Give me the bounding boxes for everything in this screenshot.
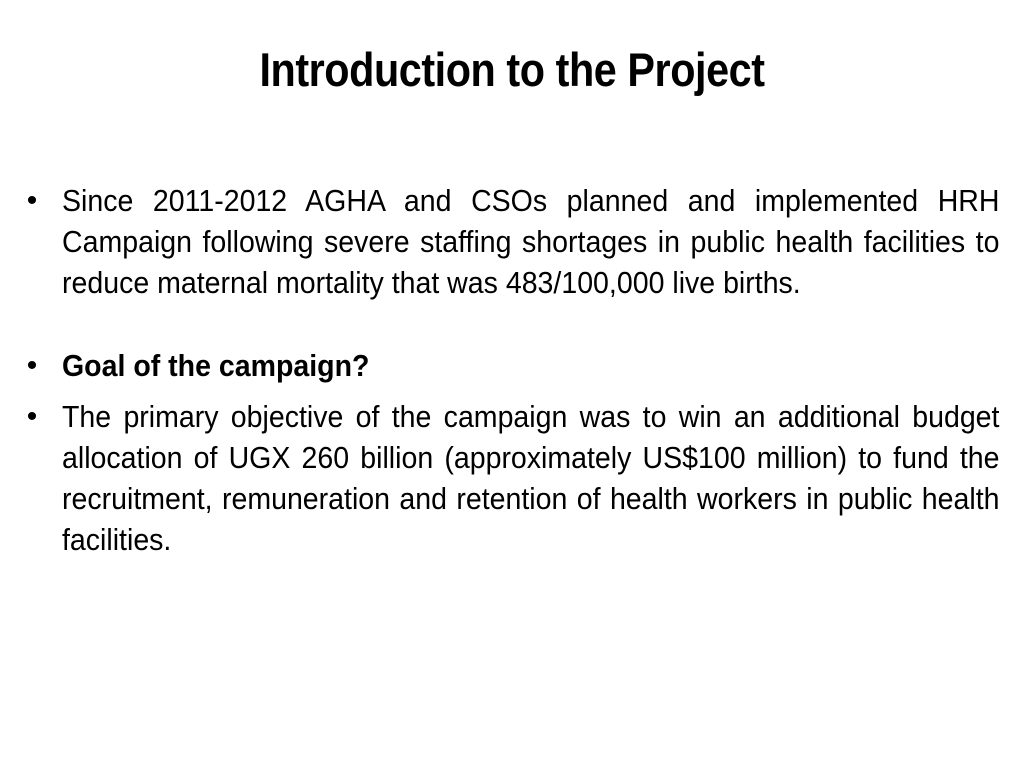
bullet-text-history: Since 2011-2012 AGHA and CSOs planned and implemented HRH Campaign following severe staffing shortages in public health facilities to reduce maternal mortality that was 483/100,000 live births. <box>62 183 1000 300</box>
bullet-text-objective: The primary objective of the campaign was to win an additional budget allocation of UGX 260 billion (approximately US$100 million) to fund the recruitment, remuneration and retention of health workers in public health facilities. <box>62 399 1000 557</box>
bullet-icon: • <box>26 349 38 382</box>
bullet-list <box>0 180 1024 560</box>
bullet-text-goal-heading: Goal of the campaign? <box>62 348 370 383</box>
bullet-item-goal-heading <box>26 345 1000 386</box>
slide-title: Introduction to the Project <box>259 43 765 96</box>
bullet-icon: • <box>26 400 38 433</box>
bullet-item-objective <box>26 396 1000 560</box>
bullet-item-history <box>26 180 1000 303</box>
bullet-icon: • <box>26 184 38 217</box>
